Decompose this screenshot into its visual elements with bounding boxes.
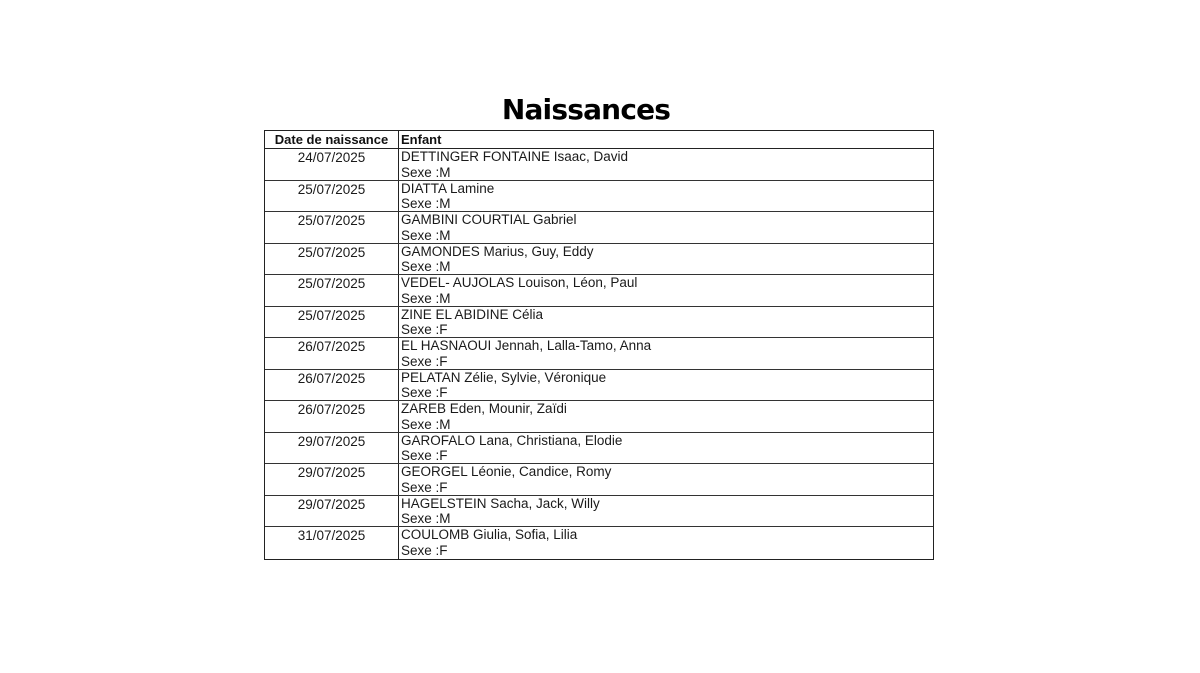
table-row (265, 527, 933, 559)
child-name: GAROFALO Lana, Christiana, Elodie (401, 432, 623, 448)
table-row (265, 275, 933, 307)
birth-date: 25/07/2025 (265, 212, 399, 243)
table-row (265, 464, 933, 496)
birth-date: 25/07/2025 (265, 275, 399, 306)
birth-date: 29/07/2025 (265, 433, 399, 464)
table-row (265, 496, 933, 528)
child-sex: Sexe :M (401, 164, 451, 180)
table-row (265, 149, 933, 181)
child-cell (399, 307, 933, 338)
child-cell (399, 338, 933, 369)
child-sex: Sexe :F (401, 542, 448, 558)
table-body (265, 149, 933, 559)
child-sex: Sexe :F (401, 479, 448, 495)
birth-date: 25/07/2025 (265, 307, 399, 338)
child-name: PELATAN Zélie, Sylvie, Véronique (401, 369, 607, 385)
birth-date: 24/07/2025 (265, 149, 399, 180)
child-sex: Sexe :M (401, 259, 451, 274)
birth-date: 26/07/2025 (265, 370, 399, 401)
child-sex: Sexe :F (401, 448, 448, 463)
header-date: Date de naissance (265, 131, 399, 148)
child-cell (399, 149, 933, 180)
birth-date: 25/07/2025 (265, 244, 399, 275)
table-row (265, 433, 933, 465)
table-row (265, 401, 933, 433)
child-name: COULOMB Giulia, Sofia, Lilia (401, 527, 578, 542)
birth-date: 26/07/2025 (265, 338, 399, 369)
table-row (265, 212, 933, 244)
page-title: Naissances (501, 92, 671, 126)
table-row (265, 338, 933, 370)
child-cell (399, 244, 933, 275)
table-row (265, 181, 933, 213)
child-sex: Sexe :F (401, 353, 448, 369)
child-cell (399, 401, 933, 432)
child-sex: Sexe :M (401, 196, 451, 211)
child-cell (399, 496, 933, 527)
birth-date: 31/07/2025 (265, 527, 399, 559)
child-name: DETTINGER FONTAINE Isaac, David (401, 149, 629, 164)
birth-date: 29/07/2025 (265, 496, 399, 527)
births-table (264, 130, 934, 560)
child-name: GAMBINI COURTIAL Gabriel (401, 212, 577, 227)
table-row (265, 244, 933, 276)
child-sex: Sexe :M (401, 511, 451, 526)
child-sex: Sexe :M (401, 290, 451, 306)
child-name: GEORGEL Léonie, Candice, Romy (401, 464, 612, 479)
child-name: EL HASNAOUI Jennah, Lalla-Tamo, Anna (401, 338, 652, 353)
child-sex: Sexe :F (401, 385, 448, 400)
table-row (265, 370, 933, 402)
child-name: DIATTA Lamine (401, 180, 495, 196)
child-sex: Sexe :M (401, 227, 451, 243)
child-name: GAMONDES Marius, Guy, Eddy (401, 243, 594, 259)
table-row (265, 307, 933, 339)
child-name: VEDEL- AUJOLAS Louison, Léon, Paul (401, 275, 638, 290)
child-cell (399, 527, 933, 559)
child-cell (399, 212, 933, 243)
birth-date: 25/07/2025 (265, 181, 399, 212)
child-cell (399, 181, 933, 212)
child-sex: Sexe :M (401, 416, 451, 432)
header-child: Enfant (401, 132, 442, 147)
birth-date: 29/07/2025 (265, 464, 399, 495)
child-sex: Sexe :F (401, 322, 448, 337)
child-name: ZAREB Eden, Mounir, Zaïdi (401, 401, 567, 416)
child-cell (399, 370, 933, 401)
birth-date: 26/07/2025 (265, 401, 399, 432)
child-cell (399, 464, 933, 495)
table-header (265, 131, 933, 149)
child-cell (399, 275, 933, 306)
child-name: ZINE EL ABIDINE Célia (401, 306, 544, 322)
child-name: HAGELSTEIN Sacha, Jack, Willy (401, 495, 600, 511)
child-cell (399, 433, 933, 464)
